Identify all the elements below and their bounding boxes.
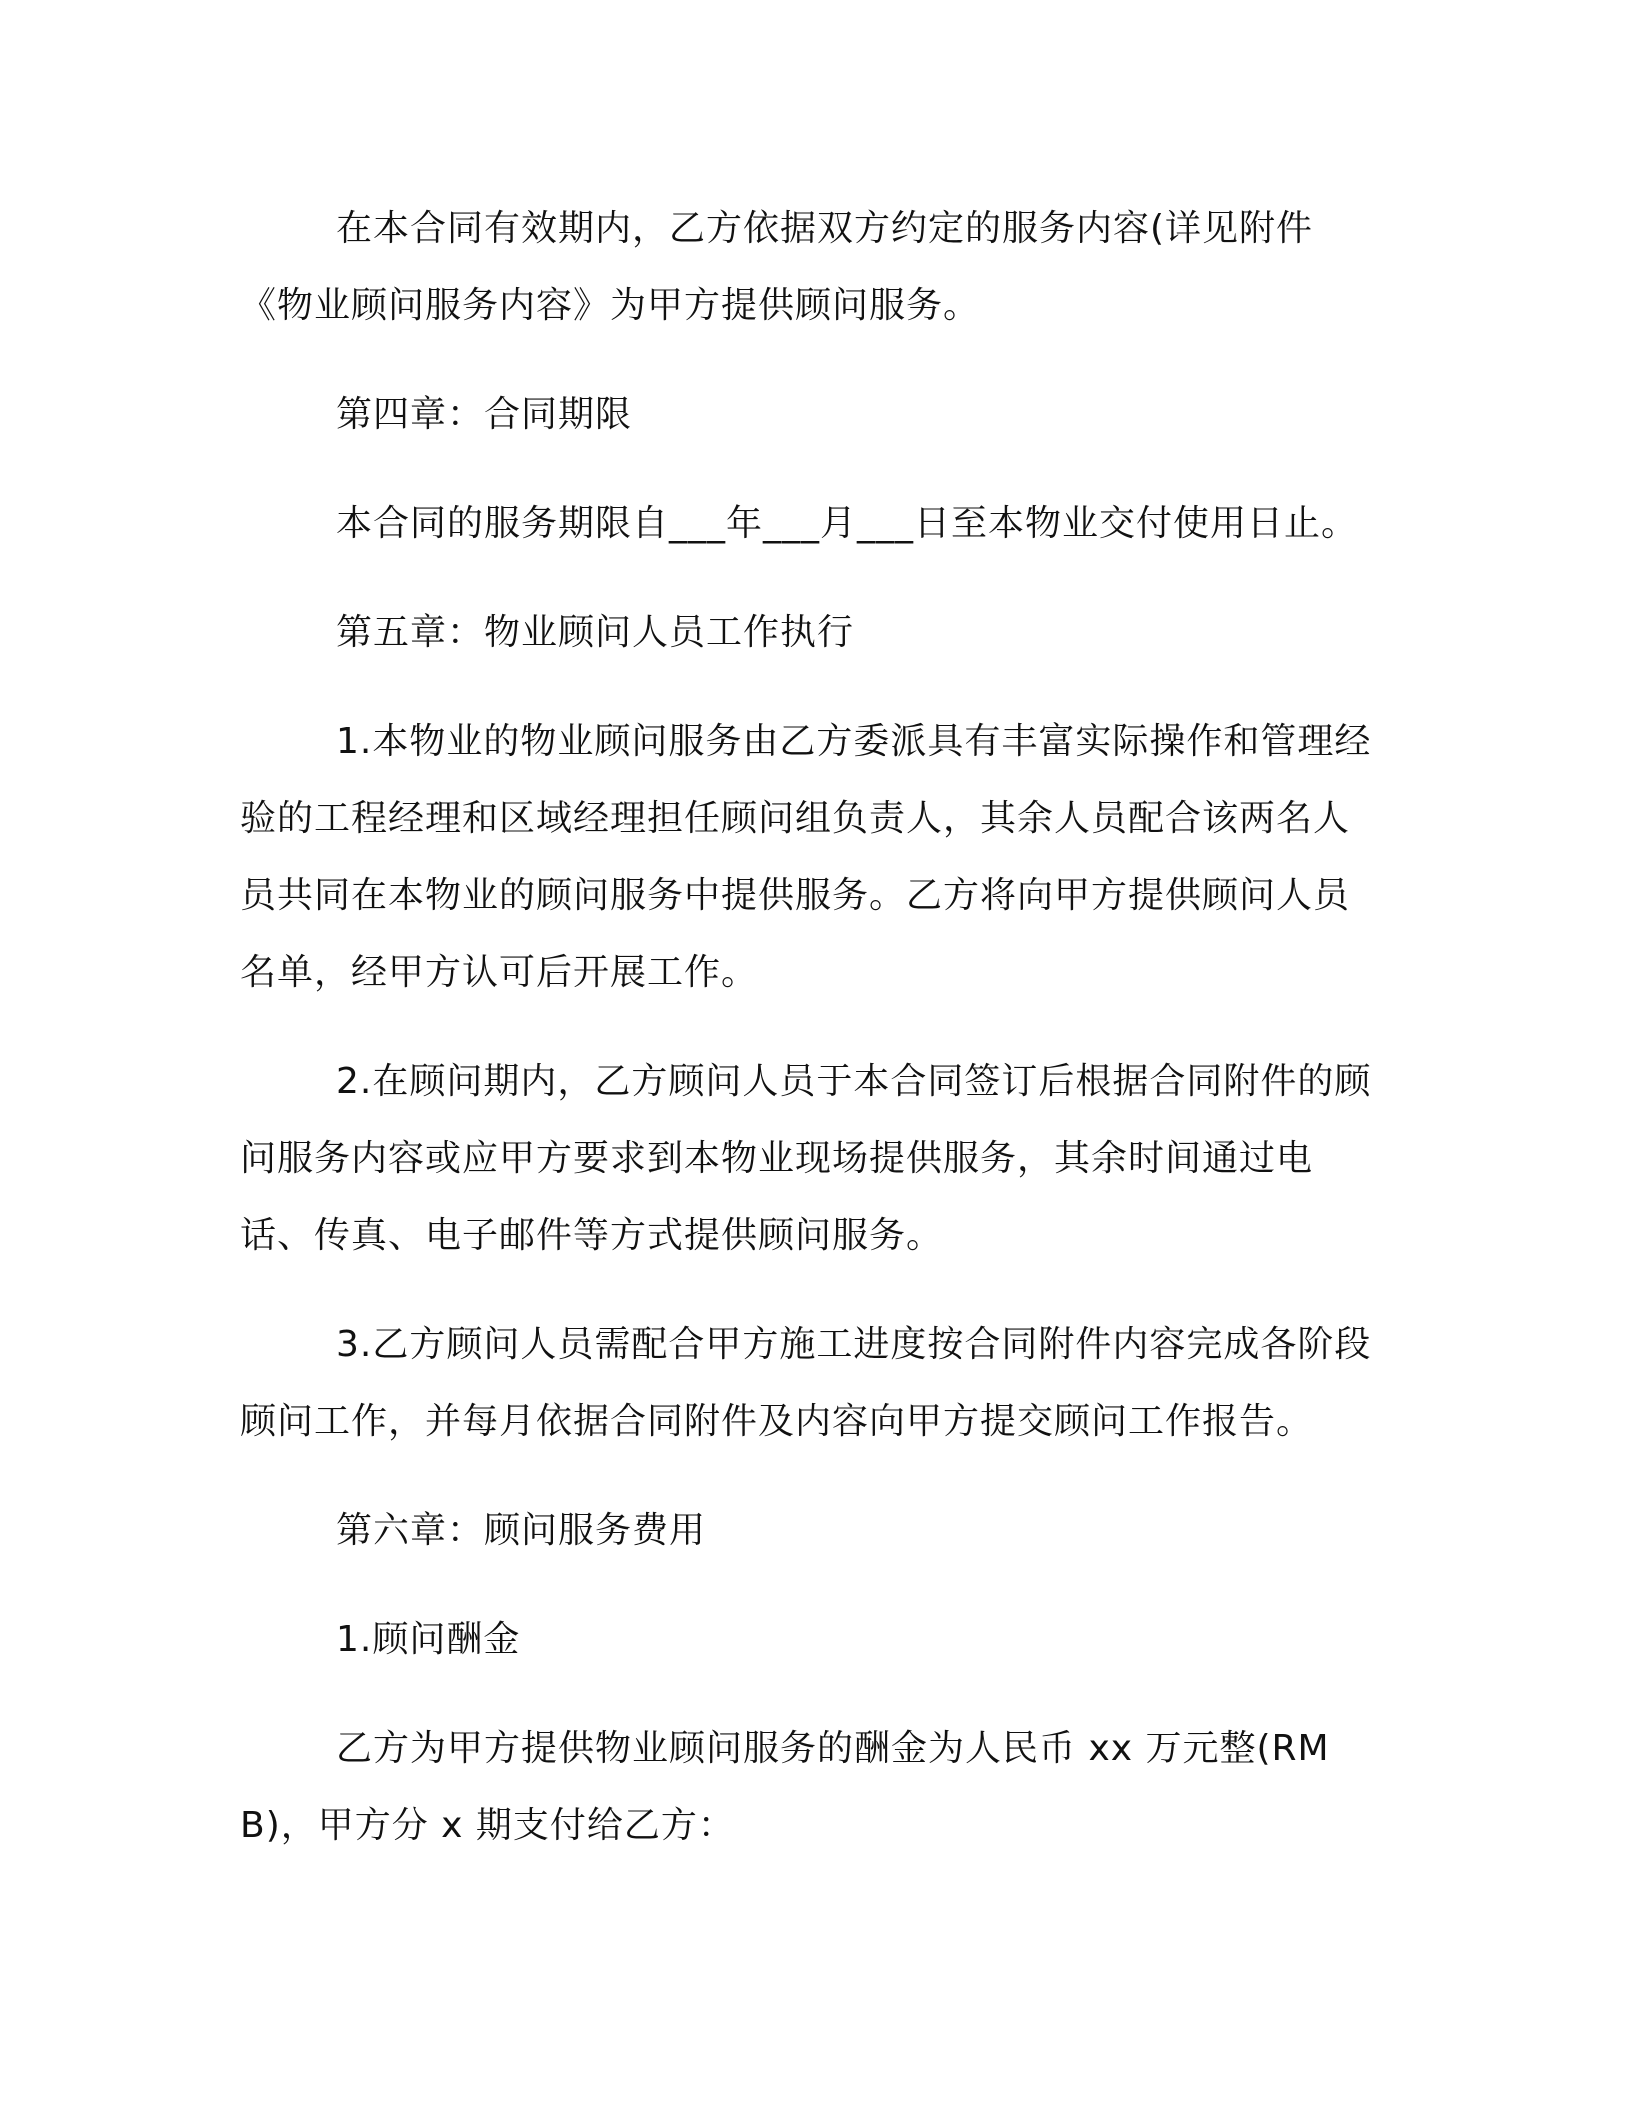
chapter-4-heading: 第四章：合同期限 xyxy=(336,394,633,435)
paragraph-contract-term: 本合同的服务期限自___年___月___日至本物业交付使用日止。 xyxy=(336,503,1359,544)
document-body xyxy=(240,190,1380,1896)
paragraph-progress-report: 3.乙方顾问人员需配合甲方施工进度按合同附件内容完成各阶段顾问工作，并每月依据合同附件及内容向甲方提交顾问工作报告。 xyxy=(240,1324,1372,1442)
chapter-6-heading: 第六章：顾问服务费用 xyxy=(336,1510,707,1551)
section-consulting-fee-heading: 1.顾问酬金 xyxy=(336,1619,521,1660)
paragraph-fee-amount: 乙方为甲方提供物业顾问服务的酬金为人民币 xx 万元整(RMB)，甲方分 x 期支付给乙方： xyxy=(240,1728,1330,1846)
paragraph-service-method: 2.在顾问期内，乙方顾问人员于本合同签订后根据合同附件的顾问服务内容或应甲方要求到本物业现场提供服务，其余时间通过电话、传真、电子邮件等方式提供顾问服务。 xyxy=(240,1061,1372,1256)
paragraph-service-scope: 在本合同有效期内，乙方依据双方约定的服务内容(详见附件《物业顾问服务内容》为甲方提供顾问服务。 xyxy=(240,208,1314,326)
paragraph-staffing: 1.本物业的物业顾问服务由乙方委派具有丰富实际操作和管理经验的工程经理和区域经理担任顾问组负责人，其余人员配合该两名人员共同在本物业的顾问服务中提供服务。乙方将向甲方提供顾问人员名单，经甲方认可后开展工作。 xyxy=(240,721,1372,993)
chapter-5-heading: 第五章：物业顾问人员工作执行 xyxy=(336,612,855,653)
